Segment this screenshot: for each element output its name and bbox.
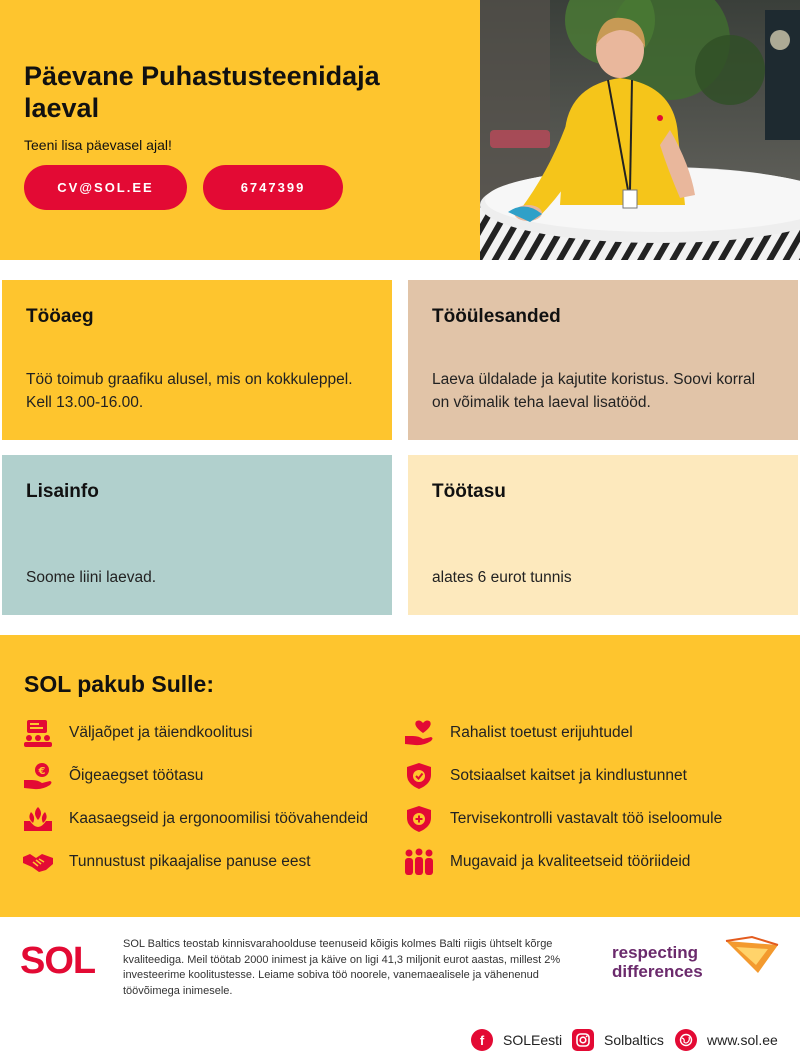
offer-label: Kaasaegseid ja ergonoomilisi töövahendeid (69, 810, 369, 827)
offer-item (403, 762, 687, 790)
offer-item (403, 805, 722, 833)
social-website[interactable] (675, 1028, 778, 1052)
card-title: Tööülesanded (432, 306, 561, 327)
handshake-icon (22, 848, 54, 876)
people-icon (403, 848, 435, 876)
offer-label: Rahalist toetust erijuhtudel (450, 724, 633, 741)
tools-hand-icon (22, 805, 54, 833)
card-text: Laeva üldalade ja kajutite koristus. Soovi korral on võimalik teha laeval lisatööd. (432, 371, 756, 411)
offer-label: Mugavaid ja kvaliteetseid tööriideid (450, 853, 691, 870)
offer-item (22, 848, 311, 876)
card-title: Lisainfo (26, 481, 99, 502)
hero-photo (480, 0, 800, 260)
offer-item (403, 848, 690, 876)
facebook-icon: f (471, 1029, 493, 1051)
info-card-worktime (2, 280, 392, 440)
instagram-icon (572, 1029, 594, 1051)
offer-label: Tunnustust pikaajalise panuse eest (69, 853, 311, 870)
card-text: Soome liini laevad. (26, 569, 157, 586)
card-text: Töö toimub graafiku alusel, mis on kokkuleppel. Kell 13.00-16.00. (26, 371, 353, 411)
offer-label: Õigeaegset töötasu (69, 767, 204, 784)
shield-check-icon (403, 762, 435, 790)
offer-item (22, 805, 368, 833)
footer (0, 917, 800, 1061)
card-title: Töötasu (432, 481, 506, 502)
email-button[interactable]: CV@SOL.EE (24, 165, 187, 210)
social-label: SOLEesti (503, 1032, 563, 1048)
info-card-additional (2, 455, 392, 615)
social-facebook[interactable] (471, 1028, 562, 1052)
svg-text:SOL: SOL (20, 940, 96, 975)
sol-logo (20, 939, 106, 975)
globe-icon (675, 1029, 697, 1051)
social-label: Solbaltics (604, 1032, 664, 1048)
heart-hand-icon (403, 719, 435, 747)
page-title: Päevane Puhastusteenidaja laeval (24, 61, 380, 123)
training-icon (22, 719, 54, 747)
respecting-differences-logo: respecting differences (612, 943, 703, 981)
respecting-differences-mark (722, 935, 782, 975)
hero-subtitle: Teeni lisa päevasel ajal! (24, 137, 172, 153)
offer-item (403, 719, 633, 747)
offer-label: Tervisekontrolli vastavalt töö iseloomule (450, 810, 723, 827)
offer-item (22, 762, 203, 790)
offers-title: SOL pakub Sulle: (24, 671, 214, 697)
offers-section (0, 635, 800, 917)
offer-label: Väljaõpet ja täiendkoolitusi (69, 724, 253, 741)
card-title: Tööaeg (26, 306, 94, 327)
card-text: alates 6 eurot tunnis (432, 569, 572, 586)
phone-button[interactable]: 6747399 (203, 165, 343, 210)
social-instagram[interactable] (572, 1028, 664, 1052)
info-card-tasks (408, 280, 798, 440)
company-description: SOL Baltics teostab kinnisvarahoolduse teenuseid kõigis kolmes Balti riigis ühtselt kõrge kvaliteediga. Meil töötab 2000 inimest ja käive on ligi 41,3 miljonit eurot aastas, millest 2% investeerime koolitustesse. Leiame sobiva töö noorele, vanemaealisele ja vähenenud töövõimega inimesele. (123, 938, 561, 997)
social-label: www.sol.ee (707, 1032, 778, 1048)
offer-label: Sotsiaalset kaitset ja kindlustunnet (450, 767, 687, 784)
shield-plus-icon (403, 805, 435, 833)
euro-hand-icon (22, 762, 54, 790)
offer-item (22, 719, 253, 747)
svg-text:€: € (38, 766, 46, 777)
info-card-salary (408, 455, 798, 615)
